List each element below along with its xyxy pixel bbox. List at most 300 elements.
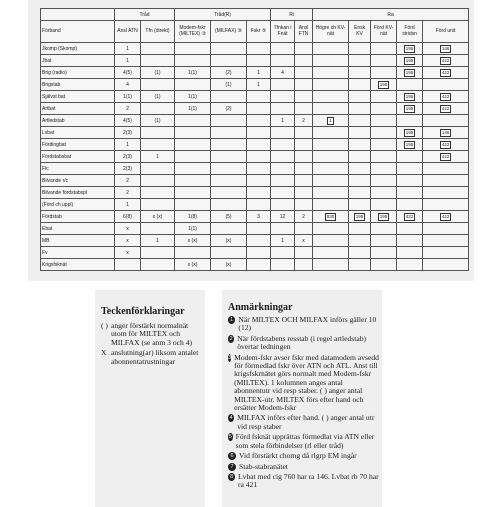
frequency-box: 195	[405, 57, 414, 63]
column-header: Tfnkan i Fnät	[271, 21, 295, 43]
table-cell	[423, 223, 469, 235]
table-cell	[271, 187, 295, 199]
table-cell	[295, 55, 313, 67]
table-cell	[211, 115, 247, 127]
group-header: Ri	[271, 9, 313, 21]
frequency-box: 195	[405, 105, 414, 111]
note-item	[228, 414, 380, 431]
table-cell	[313, 247, 349, 259]
note-item	[228, 463, 380, 471]
row-header-title: Förband	[41, 21, 115, 43]
table-cell	[271, 223, 295, 235]
table-cell	[349, 151, 371, 163]
row-label: MB	[41, 235, 115, 247]
table-cell	[141, 175, 175, 187]
table-cell: (1)	[141, 115, 175, 127]
table-cell	[313, 223, 349, 235]
table-cell	[247, 115, 271, 127]
table-row	[41, 139, 469, 151]
table-cell	[211, 139, 247, 151]
note-text: Lvbat med cig 760 har ra 146. Lvbat rb 70 har ra 421	[238, 471, 379, 490]
table-cell	[271, 127, 295, 139]
table-cell	[423, 55, 469, 67]
note-number: 4	[229, 415, 233, 422]
legend-text: anger förstärkt normalnät utom för MILTEX och MILFAX (se anm 3 och 4)	[111, 321, 193, 347]
table-row	[41, 211, 469, 223]
table-cell	[295, 103, 313, 115]
table-cell	[397, 175, 423, 187]
table-cell: (1)	[141, 91, 175, 103]
table-cell	[247, 151, 271, 163]
note-text: Modem-fskr avser fskr med datamodem avsedd för förmedlad fskr över ATN och ATL. Anst till krigsfskrnätet görs normalt med Modem-fskr (MILTEX). 1 kolumnen anges antal abonnentutr vid resp staber. ( ) anger antal MILTEX-utr. MILTEX förs efter hand och ersätter Modem-fskr	[234, 352, 379, 413]
notes-panel	[222, 290, 382, 507]
note-text: Stab-stabranätet	[239, 461, 288, 471]
table-cell	[371, 139, 397, 151]
legend-mark: ( )	[101, 321, 108, 330]
column-header: Förd stridsn	[397, 21, 423, 43]
table-cell: (1)	[141, 67, 175, 79]
table-cell: 1(1)	[115, 91, 141, 103]
row-label: Fördstab	[41, 211, 115, 223]
table-cell: x (x)	[141, 211, 175, 223]
table-cell	[423, 211, 469, 223]
table-cell: 3	[247, 211, 271, 223]
table-cell	[423, 115, 469, 127]
table-cell	[349, 235, 371, 247]
table-cell: 1	[115, 55, 141, 67]
table-cell	[397, 199, 423, 211]
column-header: Tfn (direkt)	[141, 21, 175, 43]
table-cell	[271, 175, 295, 187]
table-cell	[175, 247, 211, 259]
table-cell	[371, 259, 397, 271]
frequency-box: 422	[405, 213, 414, 219]
table-cell: x (x)	[175, 259, 211, 271]
frequency-box: 422	[441, 105, 450, 111]
frequency-box: 422	[441, 153, 450, 159]
frequency-box: 195	[379, 81, 388, 87]
table-cell	[349, 43, 371, 55]
table-row	[41, 79, 469, 91]
row-label: Krigsfsknät	[41, 259, 115, 271]
frequency-box: 422	[441, 141, 450, 147]
table-row	[41, 259, 469, 271]
table-cell	[141, 55, 175, 67]
table-cell	[141, 127, 175, 139]
table-cell	[271, 103, 295, 115]
table-cell	[247, 235, 271, 247]
table-cell: x	[295, 235, 313, 247]
note-text: Förd fsknät upprättas förmedlat via ATN eller som stela förbindelser (rl eller tråd)	[235, 432, 375, 450]
table-cell: (5)	[211, 211, 247, 223]
table-cell	[211, 199, 247, 211]
table-cell: 2(3)	[115, 127, 141, 139]
table-cell	[397, 211, 423, 223]
table-cell	[371, 127, 397, 139]
table-cell	[313, 259, 349, 271]
note-number: 7	[228, 463, 236, 471]
column-header: Ensk KV	[349, 21, 371, 43]
note-number: 5	[228, 434, 232, 441]
table-cell	[371, 151, 397, 163]
row-label: Bilvande fördstabspl	[41, 187, 115, 199]
table-cell	[141, 247, 175, 259]
table-cell: 1	[247, 79, 271, 91]
communications-table	[40, 8, 469, 271]
table-cell	[247, 247, 271, 259]
note-number: 2	[229, 335, 233, 342]
table-cell: 1	[115, 43, 141, 55]
table-cell	[371, 211, 397, 223]
table-cell	[313, 163, 349, 175]
table-cell: x (x)	[175, 235, 211, 247]
table-cell	[397, 67, 423, 79]
table-cell	[247, 103, 271, 115]
table-cell: 1	[141, 235, 175, 247]
table-cell	[271, 43, 295, 55]
table-cell	[371, 115, 397, 127]
table-cell	[349, 187, 371, 199]
table-cell	[371, 91, 397, 103]
table-cell	[211, 247, 247, 259]
table-cell: x	[115, 235, 141, 247]
table-cell: 4(5)	[115, 115, 141, 127]
table-row	[41, 223, 469, 235]
frequency-box: 422	[441, 57, 450, 63]
group-header: Tråd	[115, 9, 175, 21]
table-cell	[313, 103, 349, 115]
column-header: Högre ch KV-nät	[313, 21, 349, 43]
column-header: (MILFAX) ⑨	[211, 21, 247, 43]
table-cell: 2	[115, 175, 141, 187]
table-cell	[349, 175, 371, 187]
column-header: Förd KV-nät	[371, 21, 397, 43]
row-label: Ebat	[41, 223, 115, 235]
legend-text: anslutning(ar) liksom antalet abonnentatrustningar	[111, 348, 199, 366]
row-label: Brigstab	[41, 79, 115, 91]
table-cell	[247, 163, 271, 175]
table-cell: 2	[115, 187, 141, 199]
table-cell	[423, 175, 469, 187]
frequency-box: 146	[441, 129, 450, 135]
column-header: Ansl FTN	[295, 21, 313, 43]
table-cell	[313, 127, 349, 139]
table-cell	[349, 211, 371, 223]
frequency-box: 195	[405, 93, 414, 99]
table-cell	[349, 163, 371, 175]
table-cell: 1	[271, 235, 295, 247]
table-cell	[211, 43, 247, 55]
table-row	[41, 127, 469, 139]
table-cell: 12	[271, 211, 295, 223]
row-label: Fv	[41, 247, 115, 259]
table-cell	[397, 187, 423, 199]
frequency-box: 422	[441, 213, 450, 219]
table-cell	[313, 139, 349, 151]
note-item	[228, 433, 380, 450]
table-cell	[397, 103, 423, 115]
table-cell	[423, 127, 469, 139]
table-cell	[295, 223, 313, 235]
table-cell	[175, 79, 211, 91]
table-cell	[423, 235, 469, 247]
table-cell	[295, 139, 313, 151]
table-row	[41, 115, 469, 127]
table-cell	[247, 175, 271, 187]
table-cell	[423, 67, 469, 79]
table-cell	[211, 175, 247, 187]
table-cell	[313, 235, 349, 247]
table-row	[41, 199, 469, 211]
table-cell	[175, 187, 211, 199]
note-item	[228, 354, 380, 413]
table-cell: 2	[295, 211, 313, 223]
table-cell	[371, 247, 397, 259]
table-row	[41, 175, 469, 187]
table-cell	[211, 151, 247, 163]
table-cell: 1(1)	[175, 67, 211, 79]
note-text: Vid förstärkt chomg då rlgrp EM ingår	[239, 451, 357, 461]
note-number: 8	[229, 473, 234, 480]
table-cell	[349, 103, 371, 115]
table-cell: 2	[115, 103, 141, 115]
table-cell	[271, 199, 295, 211]
note-item	[228, 316, 380, 333]
table-cell	[371, 175, 397, 187]
table-cell: 4(5)	[115, 67, 141, 79]
table-cell	[349, 259, 371, 271]
table-cell	[349, 115, 371, 127]
note-number: 6	[228, 452, 236, 460]
row-label: Jkomp (Skomp)	[41, 43, 115, 55]
table-cell	[371, 223, 397, 235]
frequency-box: 195	[379, 213, 388, 219]
frequency-box: 422	[441, 69, 450, 75]
table-cell	[271, 259, 295, 271]
group-header: Tråd(R)	[175, 9, 271, 21]
table-cell	[313, 175, 349, 187]
note-item	[228, 452, 380, 460]
frequency-box: 830	[326, 213, 335, 219]
table-cell	[423, 43, 469, 55]
table-cell	[423, 163, 469, 175]
table-cell	[271, 91, 295, 103]
table-cell	[397, 55, 423, 67]
table-cell	[271, 55, 295, 67]
table-cell: 2	[295, 115, 313, 127]
table-cell	[397, 91, 423, 103]
table-cell	[349, 127, 371, 139]
table-cell	[397, 223, 423, 235]
table-cell: x	[115, 247, 141, 259]
row-label: Bilvande r/c	[41, 175, 115, 187]
table-cell	[295, 163, 313, 175]
table-cell	[349, 223, 371, 235]
table-cell	[313, 151, 349, 163]
table-cell: (2)	[211, 103, 247, 115]
table-cell	[247, 55, 271, 67]
table-cell	[211, 55, 247, 67]
table-cell	[247, 127, 271, 139]
table-cell	[141, 187, 175, 199]
column-header: Modem-fskr (MILTEX) ③	[175, 21, 211, 43]
table-cell	[397, 163, 423, 175]
table-cell	[141, 259, 175, 271]
table-cell	[313, 91, 349, 103]
frequency-box: 195	[355, 213, 364, 219]
table-cell: 4	[115, 79, 141, 91]
table-row	[41, 187, 469, 199]
table-cell	[423, 103, 469, 115]
table-cell	[271, 79, 295, 91]
legend-mark: X	[101, 348, 107, 358]
table-cell	[247, 223, 271, 235]
table-cell	[423, 79, 469, 91]
note-text: MILFAX införs efter hand. ( ) anger antal utr vid resp staber	[237, 413, 375, 431]
table-cell	[371, 79, 397, 91]
row-label: Artbat	[41, 103, 115, 115]
table-cell	[295, 91, 313, 103]
table-cell	[211, 187, 247, 199]
table-cell	[423, 247, 469, 259]
row-label: Lvbat	[41, 127, 115, 139]
table-cell	[141, 199, 175, 211]
table-cell: 4	[271, 67, 295, 79]
table-cell	[371, 163, 397, 175]
table-cell	[349, 79, 371, 91]
table-cell	[175, 151, 211, 163]
table-cell	[397, 139, 423, 151]
table-cell: 2(3)	[115, 151, 141, 163]
table-cell: (x)	[211, 259, 247, 271]
group-header: Ra	[313, 9, 469, 21]
table-cell	[313, 115, 349, 127]
table-cell	[295, 247, 313, 259]
table-cell	[247, 43, 271, 55]
table-cell	[271, 163, 295, 175]
note-number: 1	[228, 316, 235, 324]
table-cell	[423, 259, 469, 271]
table-cell	[349, 91, 371, 103]
table-cell	[423, 139, 469, 151]
frequency-box: 1	[329, 117, 332, 123]
table-cell	[397, 79, 423, 91]
table-cell	[371, 235, 397, 247]
table-cell	[175, 43, 211, 55]
table-cell	[175, 175, 211, 187]
table-row	[41, 67, 469, 79]
table-cell	[295, 79, 313, 91]
table-cell	[141, 103, 175, 115]
table-cell: 1	[115, 199, 141, 211]
table-cell	[397, 235, 423, 247]
table-cell: 6(8)	[115, 211, 141, 223]
table-cell: 1(8)	[175, 211, 211, 223]
note-item	[228, 335, 380, 352]
legend-item	[101, 349, 203, 366]
note-text: När MILTEX OCH MILFAX införs gäller 10 (12)	[238, 315, 377, 333]
table-cell	[313, 211, 349, 223]
table-cell	[313, 67, 349, 79]
table-cell	[175, 115, 211, 127]
table-cell	[397, 43, 423, 55]
frequency-box: 195	[405, 141, 414, 147]
table-cell	[313, 55, 349, 67]
table-cell	[141, 223, 175, 235]
table-cell	[423, 199, 469, 211]
table-cell	[247, 259, 271, 271]
table-cell	[349, 139, 371, 151]
table-cell	[175, 127, 211, 139]
row-label: (Förd ch uppl)	[41, 199, 115, 211]
row-label: Brig (radio)	[41, 67, 115, 79]
table-cell	[247, 139, 271, 151]
table-row	[41, 103, 469, 115]
legend-title: Teckenförklaringar	[101, 306, 185, 317]
table-cell	[295, 259, 313, 271]
table-cell	[397, 259, 423, 271]
frequency-box: 422	[441, 93, 450, 99]
table-cell: 1	[247, 67, 271, 79]
table-row	[41, 247, 469, 259]
table-cell	[423, 187, 469, 199]
table-cell: 1	[141, 151, 175, 163]
table-cell	[295, 151, 313, 163]
table-cell: 1(1)	[175, 103, 211, 115]
table-cell: 1	[115, 139, 141, 151]
table-cell: (2)	[211, 67, 247, 79]
notes-title: Anmärkningar	[228, 302, 293, 313]
note-text: När fördstabens resstab (i regel artledstab) övertar ledningen	[237, 333, 367, 352]
table-cell	[349, 247, 371, 259]
table-cell	[175, 199, 211, 211]
frequency-box: 195	[405, 69, 414, 75]
table-cell: (1)	[211, 79, 247, 91]
table-cell	[295, 43, 313, 55]
table-cell	[423, 151, 469, 163]
table-cell	[313, 79, 349, 91]
table-cell	[349, 55, 371, 67]
row-label: Fördingbat	[41, 139, 115, 151]
frequency-box: 146	[441, 45, 450, 51]
table-cell	[371, 187, 397, 199]
table-cell	[349, 199, 371, 211]
table-cell	[211, 91, 247, 103]
table-cell	[271, 151, 295, 163]
table-cell	[271, 247, 295, 259]
table-cell	[349, 67, 371, 79]
table-cell: 1(1)	[175, 91, 211, 103]
table-cell	[141, 79, 175, 91]
legend-panel	[95, 290, 205, 507]
table-row	[41, 235, 469, 247]
row-label: Flc	[41, 163, 115, 175]
row-label: Självst bat	[41, 91, 115, 103]
table-cell	[397, 127, 423, 139]
row-label: Artledstab	[41, 115, 115, 127]
table-cell: x	[115, 223, 141, 235]
table-cell	[371, 55, 397, 67]
table-cell	[247, 91, 271, 103]
table-cell	[397, 151, 423, 163]
column-header: Fskr ⑤	[247, 21, 271, 43]
table-cell	[211, 127, 247, 139]
table-cell	[271, 139, 295, 151]
table-cell	[313, 187, 349, 199]
frequency-box: 195	[405, 129, 414, 135]
column-header: Ansl ATN	[115, 21, 141, 43]
table-cell	[115, 259, 141, 271]
